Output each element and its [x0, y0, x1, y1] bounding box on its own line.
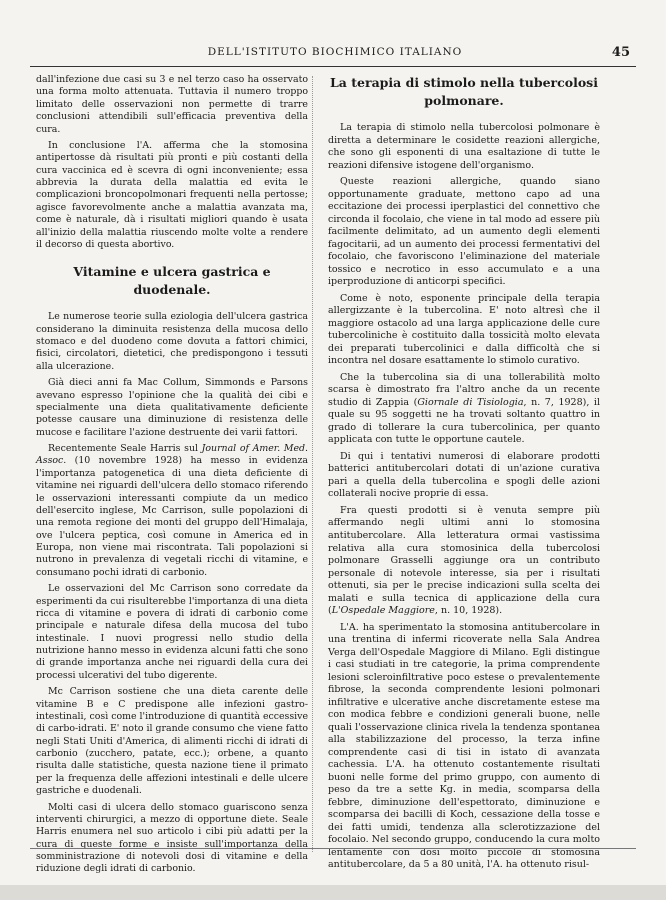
bottom-rule	[30, 848, 636, 849]
paragraph: Le osservazioni del Mc Carrison sono corredate da esperimenti da cui risulterebbe l'importanza di una dieta ricca di vitamine e povera di idrati di carbonio come principale e naturale difesa della mucosa del tubo intestinale. I nuovi progressi nello studio della nutrizione hanno messo in evidenza alcuni fatti che sono di grande importanza anche nei riguardi della cura dei processi ulcerativi del tubo digerente.	[36, 583, 308, 681]
column-separator	[312, 76, 313, 852]
paragraph: L'A. ha sperimentato la stomosina antitubercolare in una trentina di infermi ricoverate nella Sala Andrea Verga dell'Ospedale Maggiore di Milano. Egli distingue i casi studiati in tre categorie, la prima comprendente lesioni scleroinfiltrative poco estese o prevalentemente fibrose, la seconda comprendente lesioni polmonari infiltrative e ulcerative anche discretamente estese ma con modica febbre e condizioni generali buone, nelle quali l'osservazione clinica rivela la tendenza spontanea alla stabilizzazione del processo, la terza infine comprendente casi di tisi in istato di avanzata cachessia. L'A. ha ottenuto costantemente risultati buoni nelle forme del primo gruppo, con aumento di peso da tre a sette Kg. in media, scomparsa della febbre, diminuzione dell'espettorato, diminuzione e scomparsa dei bacilli di Koch, cessazione della tosse e dei fatti umidi, tendenza alla sclerotizzazione del focolaio. Nel secondo gruppo, conducendo la cura molto lentamente con dosi molto piccole di stomosina antitubercolare, da 5 a 80 unità, l'A. ha ottenuto risul-	[328, 621, 600, 871]
paragraph	[328, 505, 600, 618]
paragraph	[328, 372, 600, 447]
text-run: , n. 7, 1928), il quale su 95 soggetti ne ha trovati soltanto quattro in grado di tollerare la cura tubercolinica, per quanto applicata con tutte le opportune cautele.	[328, 396, 601, 446]
text-run: Fra questi prodotti si è venuta sempre più affermando negli ultimi anni lo stomosina antitubercolare. Alla letteratura ormai vastissima relativa alla cura stomosinica della tubercolosi polmonare Grasselli aggiunge ora un contributo personale di notevole interesse, sia per i risultati ottenuti, sia per le precise indicazioni sulla scelta dei malati e sulla tecnica di applicazione della cura (	[328, 504, 600, 617]
text-run: Che la tubercolina sia di una tollerabilità molto scarsa è dimostrato fra l'altro anche da un recente studio di Zappia (	[328, 371, 600, 408]
running-title: DELL'ISTITUTO BIOCHIMICO ITALIANO	[207, 46, 463, 58]
paragraph: Come è noto, esponente principale della terapia allergizzante è la tubercolina. E' noto altresì che il maggiore ostacolo ad una larga applicazione delle cure tubercoliniche è costituito dalla tossicità molto elevata dei preparati tubercolinici e dalla difficoltà che si incontra nel dosare esattamente lo stimolo curativo.	[328, 292, 600, 367]
running-header	[36, 46, 634, 64]
paragraph: Molti casi di ulcera dello stomaco guariscono senza interventi chirurgici, a mezzo di opportune diete. Seale Harris enumera nel suo articolo i cibi più adatti per la cura di queste forme e insiste sull'importanza della somministrazione di notevoli dosi di vitamine e della riduzione degli idrati di carbonio.	[36, 801, 308, 875]
left-column	[36, 74, 308, 880]
paragraph: La terapia di stimolo nella tubercolosi polmonare è diretta a determinare le cosidette reazioni allergiche, che sono gli esponenti di una esaltazione di tutte le reazioni difensive istogene dell'organismo.	[328, 122, 600, 171]
journal-citation: L'Ospedale Maggiore	[331, 605, 435, 617]
section-heading: Vitamine e ulcera gastrica e duodenale.	[73, 264, 271, 298]
paragraph: Le numerose teorie sulla eziologia dell'ulcera gastrica considerano la diminuita resistenza della mucosa dello stomaco e del duodeno come dovuta a fattori chimici, fisici, circolatori, dietetici, che predispongono i tessuti alla ulcerazione.	[36, 311, 308, 372]
paragraph: Queste reazioni allergiche, quando siano opportunamente graduate, mettono capo ad una eccitazione dei processi iperplastici del connettivo che circonda il focolaio, che viene in tal modo ad essere più facilmente delimitato, ad un aumento degli elementi fagocitarii, ad un aumento dei processi fermentativi del focolaio, che favoriscono l'eliminazione del materiale tossico e necrotico in esso accumulato e a una iperproduzione di anticorpi specifici.	[328, 176, 600, 288]
paragraph: dall'infezione due casi su 3 e nel terzo caso ha osservato una forma molto attenuata. Tuttavia il numero troppo limitato delle osservazioni non permette di trarre conclusioni attendibili sull'efficacia preventiva della cura.	[36, 74, 308, 135]
scan-edge	[0, 885, 666, 900]
paragraph	[36, 443, 308, 579]
paragraph: Già dieci anni fa Mac Collum, Simmonds e Parsons avevano espresso l'opinione che la qualità dei cibi e specialmente una dieta qualitativamente deficiente potesse causare una diminuzione di resistenza delle mucose e facilitare l'azione destruente dei varii fattori.	[36, 377, 308, 438]
journal-citation: Giornale di Tisiologia	[417, 396, 524, 408]
text-run: Recentemente Seale Harris sul	[48, 443, 202, 454]
paragraph: In conclusione l'A. afferma che la stomosina antipertosse dà risultati più pronti e più costanti della cura vaccinica ed è scevra di ogni inconveniente; essa abbrevia la durata della malattia ed evita le complicazioni broncopolmonari frequenti nella pertosse; agisce favorevolmente anche a malattia avanzata ma, come è naturale, dà i risultati migliori quando è usata all'inizio della malattia riuscendo molte volte a rendere il decorso di questa abortivo.	[36, 139, 308, 250]
section-heading: La terapia di stimolo nella tubercolosi polmonare.	[330, 75, 598, 108]
text-run: (10 novembre 1928) ha messo in evidenza l'importanza patogenetica di una dieta deficiente di vitamine nei riguardi dell'ulcera dello stomaco riferendo le osservazioni interessanti compiute da un medico dell'esercito inglese, Mc Carrison, sulle popolazioni di una remota regione dei monti del gruppo dell'Himalaja, ove l'ulcera peptica, così comune in America ed in Europa, non viene mai riscontrata. Tali popolazioni si nutrono in prevalenza di vegetali ricchi di vitamine, e consumano pochi idrati di carbonio.	[36, 455, 308, 578]
text-run: , n. 10, 1928).	[434, 605, 503, 617]
header-rule	[30, 66, 636, 67]
journal-citation: Journal of Amer. Med. Assoc.	[36, 443, 308, 467]
page-number: 45	[611, 45, 630, 60]
right-column	[328, 74, 600, 876]
paragraph: Mc Carrison sostiene che una dieta carente delle vitamine B e C predispone alle infezioni gastro-intestinali, così come l'introduzione di quantità eccessive di carbo-idrati. E' noto il grande consumo che viene fatto negli Stati Uniti d'America, di alimenti ricchi di idrati di carbonio (zucchero, patate, ecc.); orbene, a quanto risulta dalle statistiche, questa nazione tiene il primato per la frequenza delle affezioni intestinali e delle ulcere gastriche e duodenali.	[36, 686, 309, 797]
paragraph: Di qui i tentativi numerosi di elaborare prodotti batterici antitubercolari dotati di un'azione curativa pari a quella della tubercolina e spogli delle azioni collaterali nocive proprie di essa.	[328, 450, 600, 500]
